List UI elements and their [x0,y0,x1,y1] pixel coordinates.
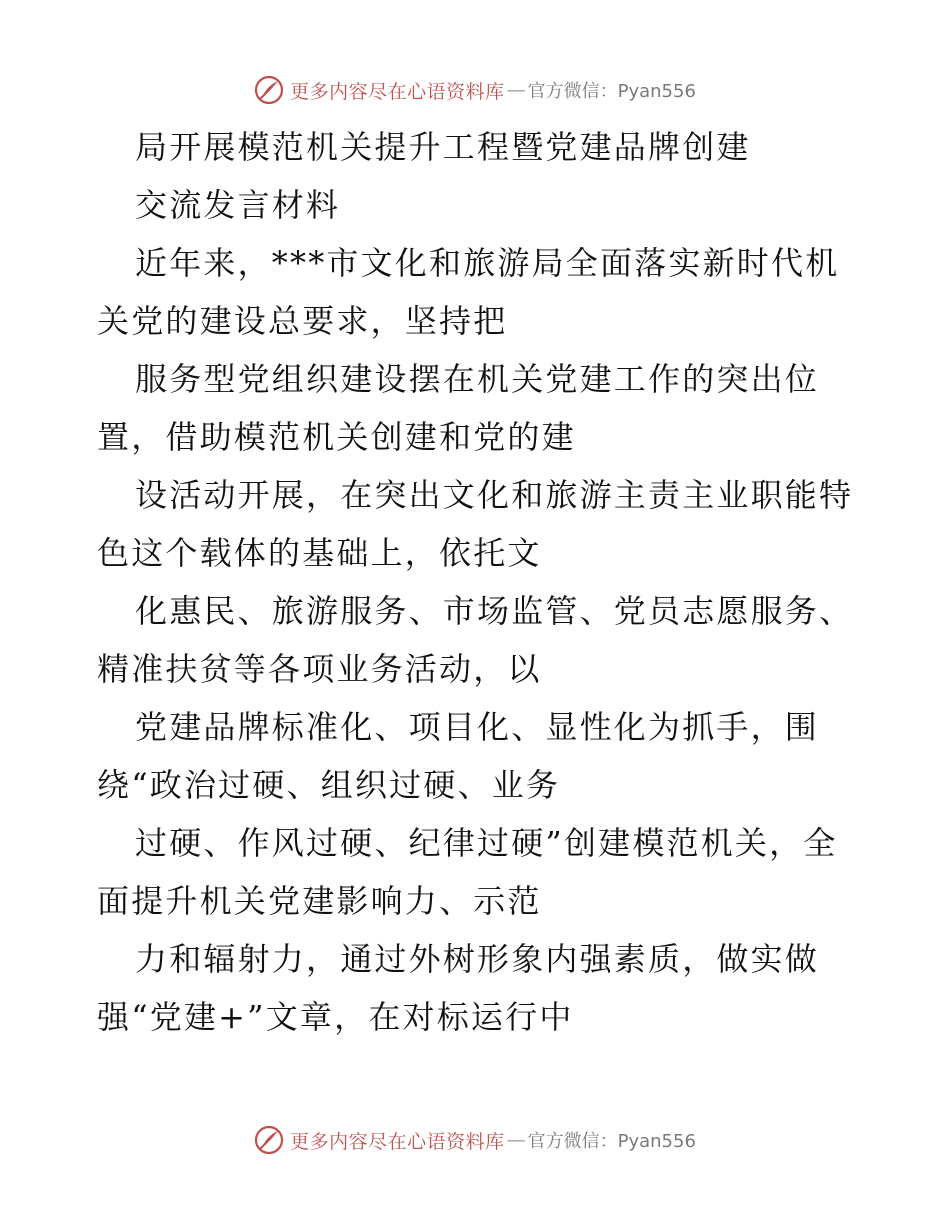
body-text-line: 化惠民、旅游服务、市场监管、党员志愿服务、 [135,592,854,630]
header-banner [0,72,950,108]
site-name-text: 更多内容尽在心语资料库 [290,80,505,103]
doc-title-line-1: 局开展模范机关提升工程暨党建品牌创建 [135,128,751,166]
body-text-line: 近年来，***市文化和旅游局全面落实新时代机 [135,244,840,282]
wechat-id-text: 官方微信：Pyan556 [527,81,696,102]
body-text-line: 绕“政治过硬、组织过硬、业务 [97,766,561,804]
doc-title-line-2: 交流发言材料 [135,186,341,224]
body-text-line: 党建品牌标准化、项目化、显性化为抓手，围 [135,708,820,746]
site-name-text: 更多内容尽在心语资料库 [290,1130,505,1153]
body-text-line: 过硬、作风过硬、纪律过硬”创建模范机关，全 [135,824,838,862]
body-text-line: 关党的建设总要求，坚持把 [97,302,508,340]
body-text-line: 强“党建+”文章，在对标运行中 [97,998,574,1036]
body-text-line: 设活动开展，在突出文化和旅游主责主业职能特 [135,476,854,514]
banner-dash: — [506,79,526,101]
feather-seal-icon [254,75,284,105]
body-text-line: 力和辐射力，通过外树形象内强素质，做实做 [135,940,820,978]
body-text-line: 服务型党组织建设摆在机关党建工作的突出位 [135,360,820,398]
footer-banner [0,1122,950,1158]
banner-dash: — [506,1129,526,1151]
body-text-line: 色这个载体的基础上，依托文 [97,534,542,572]
body-text-line: 精准扶贫等各项业务活动，以 [97,650,542,688]
body-text-line: 置，借助模范机关创建和党的建 [97,418,576,456]
paragraph-lines [97,234,867,1046]
body-text-line: 面提升机关党建影响力、示范 [97,882,542,920]
feather-seal-icon [254,1125,284,1155]
wechat-id-text: 官方微信：Pyan556 [527,1131,696,1152]
document-body [97,118,867,1046]
